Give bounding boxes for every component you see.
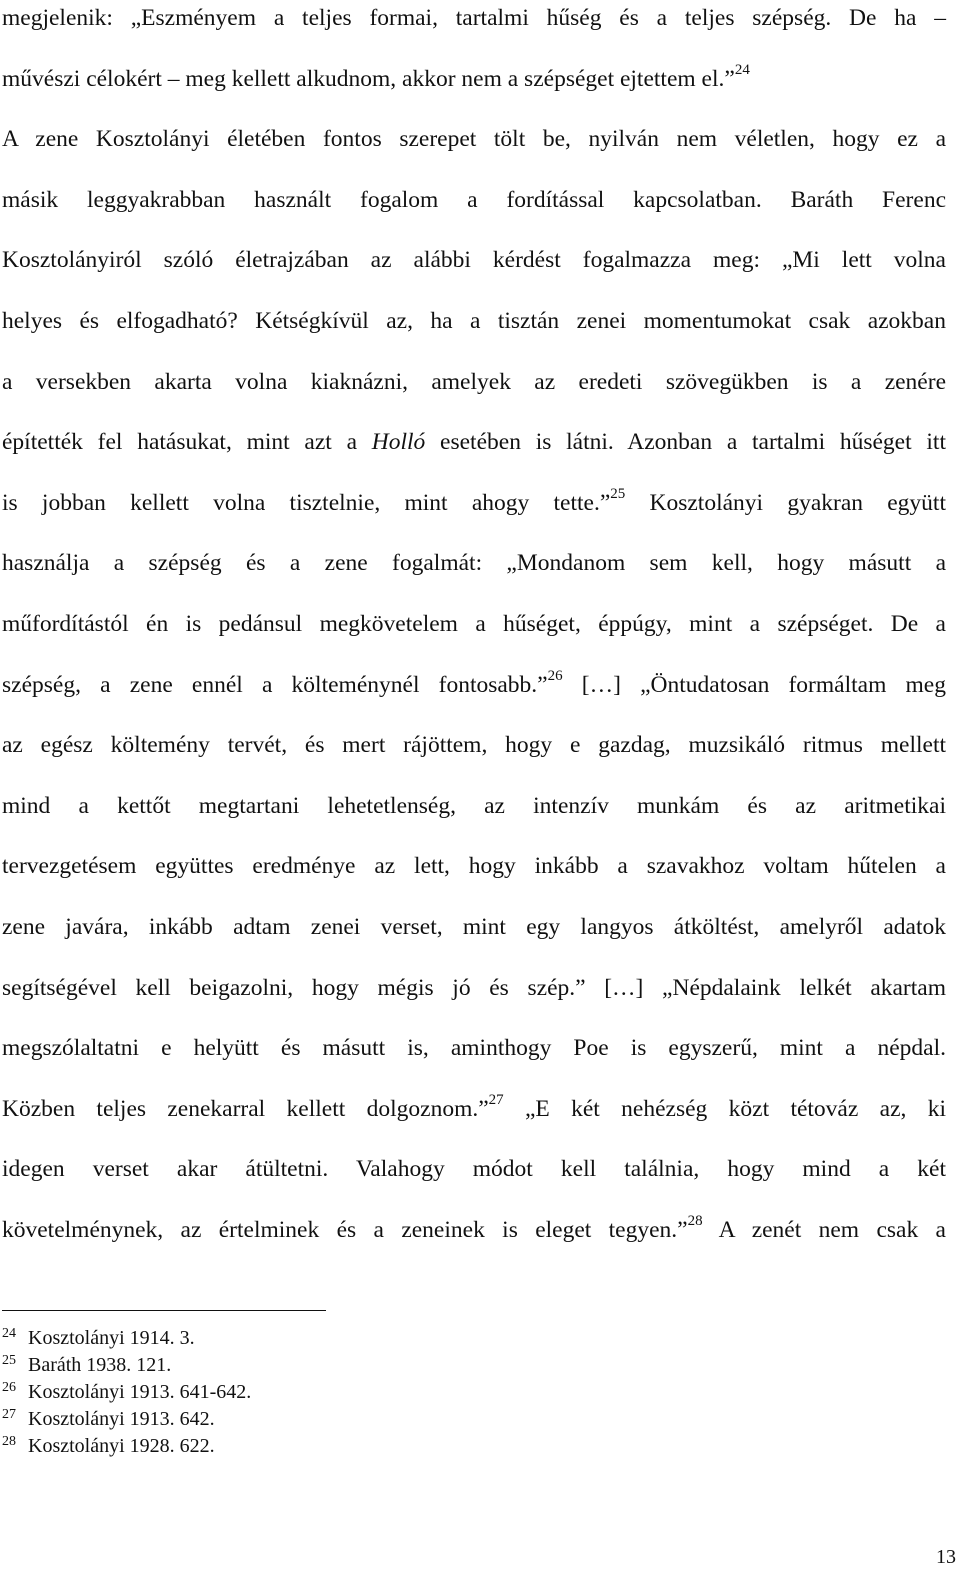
text-segment: zene javára, inkább adtam zenei verset, mint egy langyos átköltést, amelyről adatok bbox=[2, 914, 946, 940]
text-segment: műfordítástól én is pedánsul megkövetelem a hűséget, éppúgy, mint a szépséget. De a bbox=[2, 611, 946, 637]
text-segment: építették fel hatásukat, mint azt a bbox=[2, 429, 372, 456]
footnote-text: Kosztolányi 1913. 641-642. bbox=[28, 1381, 252, 1403]
footnote-reference: 27 bbox=[488, 1091, 504, 1108]
italic-title: Holló bbox=[371, 429, 426, 456]
text-segment: Kosztolányi gyakran együtt bbox=[625, 489, 946, 516]
footnote-reference: 26 bbox=[547, 667, 563, 684]
footnote bbox=[2, 1380, 251, 1407]
text-line bbox=[2, 1033, 946, 1063]
footnote-text: Kosztolányi 1914. 3. bbox=[28, 1327, 195, 1349]
text-line bbox=[2, 973, 946, 1003]
footnote bbox=[2, 1434, 215, 1461]
text-line bbox=[2, 851, 946, 881]
footnote-text: Baráth 1938. 121. bbox=[28, 1354, 172, 1376]
footnote-reference: 24 bbox=[734, 61, 750, 78]
text-segment: „E két nehézség közt tétováz az, ki bbox=[503, 1095, 946, 1122]
text-segment: Közben teljes zenekarral kellett dolgoznom.” bbox=[2, 1095, 489, 1122]
text-segment: tervezgetésem együttes eredménye az lett, hogy inkább a szavakhoz voltam hűtelen a bbox=[2, 853, 946, 880]
text-line bbox=[2, 485, 946, 518]
text-line bbox=[2, 1091, 946, 1124]
text-line bbox=[2, 185, 946, 215]
text-segment: segítségével kell beigazolni, hogy mégis jó és szép.” […] „Népdalaink lelkét akartam bbox=[2, 974, 946, 1001]
text-line bbox=[2, 3, 946, 33]
text-segment: is jobban kellett volna tisztelnie, mint ahogy tette.” bbox=[2, 489, 611, 516]
text-segment: a versekben akarta volna kiaknázni, amelyek az eredeti szövegükben is a zenére bbox=[2, 368, 946, 395]
text-line bbox=[2, 124, 946, 154]
text-segment: szépség, a zene ennél a költeménynél fontosabb.” bbox=[2, 671, 548, 698]
footnote bbox=[2, 1407, 215, 1434]
footnote-number: 25 bbox=[2, 1353, 16, 1368]
text-line bbox=[2, 245, 946, 275]
text-segment: A zene Kosztolányi életében fontos szerepet tölt be, nyilván nem véletlen, hogy ez a bbox=[2, 126, 946, 153]
text-line bbox=[2, 609, 946, 639]
text-line bbox=[2, 306, 946, 336]
text-line bbox=[2, 1154, 946, 1184]
footnote-number: 28 bbox=[2, 1434, 16, 1449]
page-number: 13 bbox=[936, 1546, 956, 1568]
text-segment: követelménynek, az értelminek és a zeneinek is eleget tegyen.” bbox=[2, 1217, 688, 1243]
footnote-number: 27 bbox=[2, 1407, 16, 1422]
text-line bbox=[2, 548, 946, 578]
footnote-text: Kosztolányi 1913. 642. bbox=[28, 1408, 215, 1430]
text-line bbox=[2, 791, 946, 821]
text-line bbox=[2, 367, 946, 397]
footnote-number: 24 bbox=[2, 1326, 16, 1341]
text-segment: idegen verset akar átültetni. Valahogy módot kell találnia, hogy mind a két bbox=[2, 1156, 946, 1183]
text-segment: helyes és elfogadható? Kétségkívül az, ha a tisztán zenei momentumokat csak azokban bbox=[2, 308, 946, 334]
text-segment: […] „Öntudatosan formáltam meg bbox=[562, 671, 946, 698]
text-line bbox=[2, 912, 946, 942]
text-segment: használja a szépség és a zene fogalmát: „Mondanom sem kell, hogy másutt a bbox=[2, 550, 946, 577]
text-segment: A zenét nem csak a bbox=[702, 1217, 946, 1243]
text-segment: megjelenik: „Eszményem a teljes formai, tartalmi hűség és a teljes szépség. De ha – bbox=[2, 5, 946, 31]
text-line bbox=[2, 667, 946, 700]
text-segment: másik leggyakrabban használt fogalom a fordítással kapcsolatban. Baráth Ferenc bbox=[2, 186, 946, 213]
text-segment: művészi célokért – meg kellett alkudnom, akkor nem a szépséget ejtettem el.” bbox=[2, 65, 735, 92]
text-segment: esetében is látni. Azonban a tartalmi hűséget itt bbox=[425, 429, 946, 456]
footnote-text: Kosztolányi 1928. 622. bbox=[28, 1435, 215, 1457]
text-segment: az egész költemény tervét, és mert rájöttem, hogy e gazdag, muzsikáló ritmus mellett bbox=[2, 732, 946, 759]
footnote-reference: 25 bbox=[610, 485, 626, 502]
footnote bbox=[2, 1326, 195, 1353]
footnote-reference: 28 bbox=[687, 1213, 703, 1229]
text-segment: Kosztolányiról szóló életrajzában az alábbi kérdést fogalmazza meg: „Mi lett volna bbox=[2, 247, 946, 274]
text-segment: megszólaltatni e helyütt és másutt is, aminthogy Poe is egyszerű, mint a népdal. bbox=[2, 1035, 946, 1062]
text-line bbox=[2, 427, 946, 457]
footnote-number: 26 bbox=[2, 1380, 16, 1395]
text-line bbox=[2, 730, 946, 760]
footnote-separator bbox=[2, 1310, 326, 1311]
text-line bbox=[2, 61, 946, 94]
text-segment: mind a kettőt megtartani lehetetlenség, az intenzív munkám és az aritmetikai bbox=[2, 792, 946, 819]
text-line bbox=[2, 1215, 946, 1245]
